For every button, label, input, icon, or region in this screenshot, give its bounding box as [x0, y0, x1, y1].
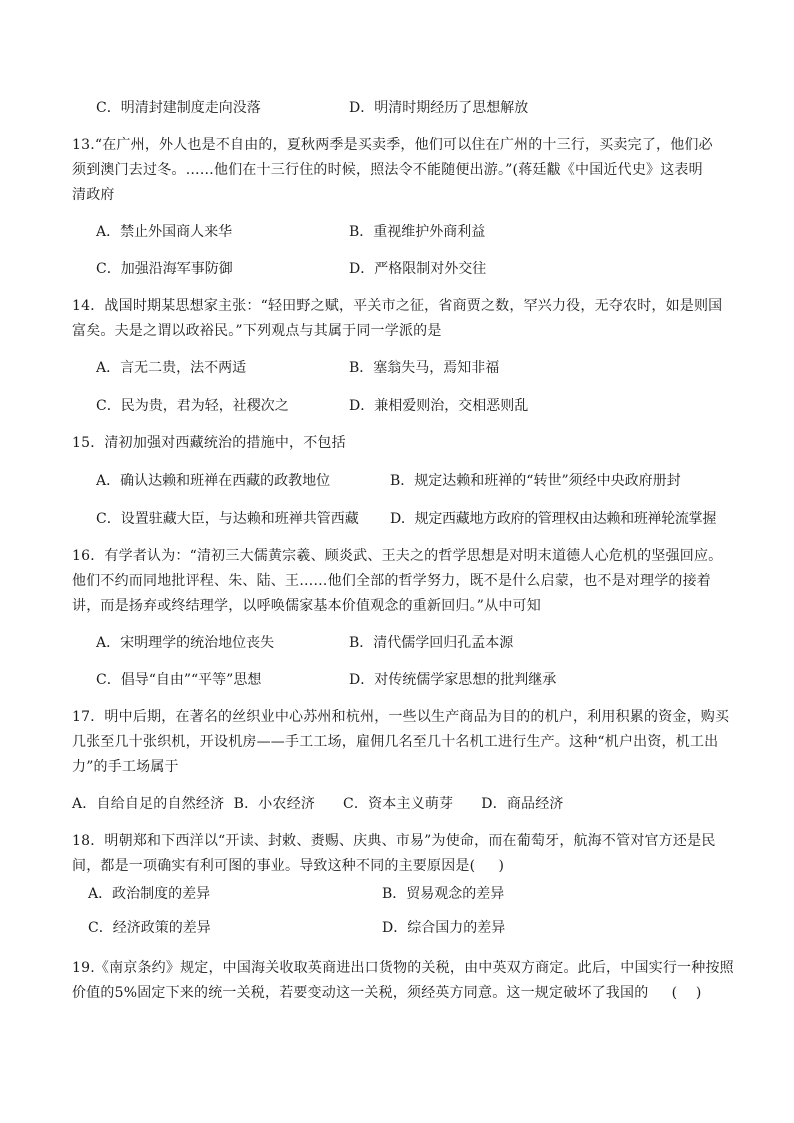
option-b: B．贸易观念的差异	[382, 886, 505, 902]
option-c: C．明清封建制度走向没落	[96, 100, 261, 116]
option-row	[0, 918, 794, 938]
option-row	[0, 509, 794, 529]
option-c: C．倡导“自由”“平等”思想	[96, 672, 262, 688]
question-17-line-2: 几张至几十张织机，开设机房——手工工场，雇佣几名至几十名机工进行生产。这种“机户出资，机工出	[72, 734, 719, 750]
question-18-line-1: 18．明朝郑和下西洋以“开读、封敕、赉赐、庆典、市易”为使命，而在葡萄牙，航海不管对官方还是民	[72, 833, 716, 849]
option-d: D．规定西藏地方政府的管理权由达赖和班禅轮流掌握	[390, 511, 717, 527]
question-13-line-2: 须到澳门去过冬。……他们在十三行住的时候，照法令不能随便出游。”(蒋廷黻《中国近代史》这表明	[72, 162, 703, 178]
option-a: A．禁止外国商人来华	[96, 224, 233, 240]
option-a: A．宋明理学的统治地位丧失	[96, 635, 275, 651]
option-c: C．设置驻藏大臣，与达赖和班禅共管西藏	[96, 511, 359, 527]
question-16-line-2: 他们不约而同地批评程、朱、陆、王……他们全部的哲学努力，既不是什么启蒙，也不是对理学的接着	[72, 573, 711, 589]
question-17-line-3: 力”的手工场属于	[72, 759, 179, 775]
question-18-line-2: 间，都是一项确实有利可图的事业。导致这种不同的主要原因是( )	[72, 858, 505, 874]
option-b: B．规定达赖和班禅的“转世”须经中央政府册封	[390, 473, 681, 489]
question-16-line-1: 16．有学者认为：“清初三大儒黄宗羲、顾炎武、王夫之的哲学思想是对明末道德人心危机的坚强回应。	[72, 548, 723, 564]
option-row	[0, 633, 794, 653]
option-row	[0, 471, 794, 491]
option-c: C．民为贵，君为轻，社稷次之	[96, 398, 289, 414]
option-b: B．塞翁失马，焉知非福	[349, 360, 500, 376]
option-c: C．加强沿海军事防御	[96, 261, 233, 277]
option-row	[0, 98, 794, 118]
option-a: A．政治制度的差异	[88, 886, 211, 902]
option-row	[0, 222, 794, 242]
option-a: A．确认达赖和班禅在西藏的政教地位	[96, 473, 331, 489]
option-row	[0, 358, 794, 378]
question-15-line-1: 15．清初加强对西藏统治的措施中，不包括	[72, 435, 346, 451]
question-19-line-1: 19.《南京条约》规定，中国海关收取英商进出口货物的关税，由中英双方商定。此后，中国实行一种按照	[72, 960, 734, 976]
option-d: D．对传统儒学家思想的批判继承	[349, 672, 557, 688]
question-13-line-1: 13.“在广州，外人也是不自由的，夏秋两季是买卖季，他们可以住在广州的十三行，买卖完了，他们必	[72, 137, 713, 153]
option-row	[0, 396, 794, 416]
option-d: D．严格限制对外交往	[349, 261, 487, 277]
question-17-line-1: 17．明中后期，在著名的丝织业中心苏州和杭州，一些以生产商品为目的的机户，利用积累的资金，购买	[72, 709, 730, 725]
question-14-line-1: 14．战国时期某思想家主张：“轻田野之赋，平关市之征，省商贾之数，罕兴力役，无夺农时，如是则国	[72, 298, 723, 314]
question-14-line-2: 富矣。夫是之谓以政裕民。”下列观点与其属于同一学派的是	[72, 323, 442, 339]
options-single-row: A．自给自足的自然经济 B．小农经济 C．资本主义萌芽 D．商品经济	[72, 796, 564, 812]
question-13-line-3: 清政府	[72, 187, 115, 203]
option-d: D．兼相爱则治，交相恶则乱	[349, 398, 529, 414]
option-row	[0, 670, 794, 690]
option-row	[0, 884, 794, 904]
option-c: C．经济政策的差异	[88, 920, 211, 936]
option-d: D．明清时期经历了思想解放	[349, 100, 529, 116]
question-16-line-3: 讲，而是扬弃或终结理学，以呼唤儒家基本价值观念的重新回归。”从中可知	[72, 598, 541, 614]
option-row	[0, 259, 794, 279]
option-d: D．综合国力的差异	[382, 920, 506, 936]
option-a: A．言无二贵，法不两适	[96, 360, 247, 376]
option-b: B．清代儒学回归孔孟本源	[349, 635, 514, 651]
question-19-line-2: 价值的5%固定下来的统一关税，若要变动这一关税，须经英方同意。这一规定破坏了我国的 ( )	[72, 985, 702, 1001]
option-b: B．重视维护外商利益	[349, 224, 486, 240]
